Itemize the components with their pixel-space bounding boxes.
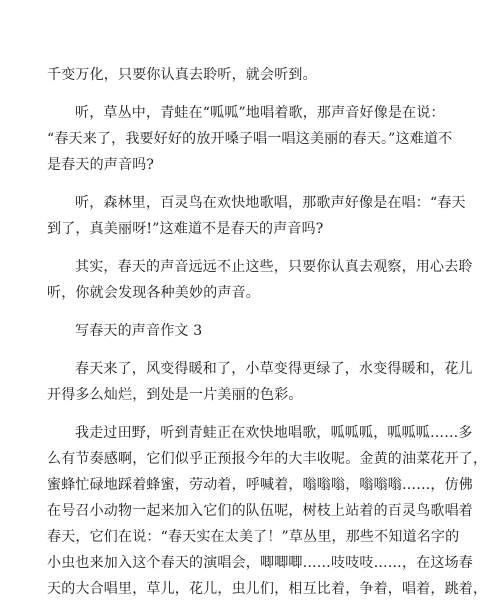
text-line: 是春天的声音吗? [47,157,155,173]
paragraph [47,100,459,178]
text-line: 么有节奏感啊，它们似乎正预报今年的大丰收呢。金黄的油菜花开了， [47,451,488,467]
text-line: 其实，春天的声音远远不止这些，只要你认真去观察，用心去聆 [75,259,473,275]
text-line: 到了，真美丽呀!”这难道不是春天的声音吗? [47,221,324,237]
paragraph [47,190,466,242]
text-line: “春天来了，我要好好的放开嗓子唱一唱这美丽的春天。”这难道不 [47,131,453,147]
paragraph [47,318,459,344]
document-body [47,62,488,614]
text-line: 听，草丛中，青蛙在“呱呱”地唱着歌，那声音好像是在说： [75,105,445,121]
text-line: 在号召小动物一起来加入它们的队伍呢，树枝上站着的百灵鸟歌唱着 [47,503,473,519]
text-line: 写春天的声音作文 3 [75,323,203,339]
paragraph [47,254,473,306]
text-line: 我走过田野，听到青蛙正在欢快地唱歌，呱呱呱，呱呱呱……多 [75,425,473,441]
text-line: 蜜蜂忙碌地踩着蜂蜜，劳动着，呼喊着，嗡嗡嗡，嗡嗡嗡……，仿佛 [47,477,473,493]
text-line: 天的大合唱里，草儿，花儿，虫儿们，相互比着，争着，唱着，跳着， [47,581,488,597]
text-line: 听，你就会发现各种美妙的声音。 [47,285,260,301]
text-line: 听，森林里，百灵鸟在欢快地歌唱，那歌声好像是在唱：“春天 [75,195,466,211]
text-line: 春天来了，风变得暖和了，小草变得更绿了，水变得暖和，花儿 [75,361,473,377]
text-line: 千变万化，只要你认真去聆听，就会听到。 [47,67,317,83]
text-line: 春天，它们在说：“春天实在太美了！”草丛里，那些不知道名字的 [47,529,460,545]
paragraph [47,420,488,602]
paragraph [47,62,459,88]
text-line: 小虫也来加入这个春天的演唱会，唧唧唧……吱吱吱……，在这场春 [47,555,473,571]
paragraph [47,356,473,408]
text-line: 开得多么灿烂，到处是一片美丽的色彩。 [47,387,303,403]
